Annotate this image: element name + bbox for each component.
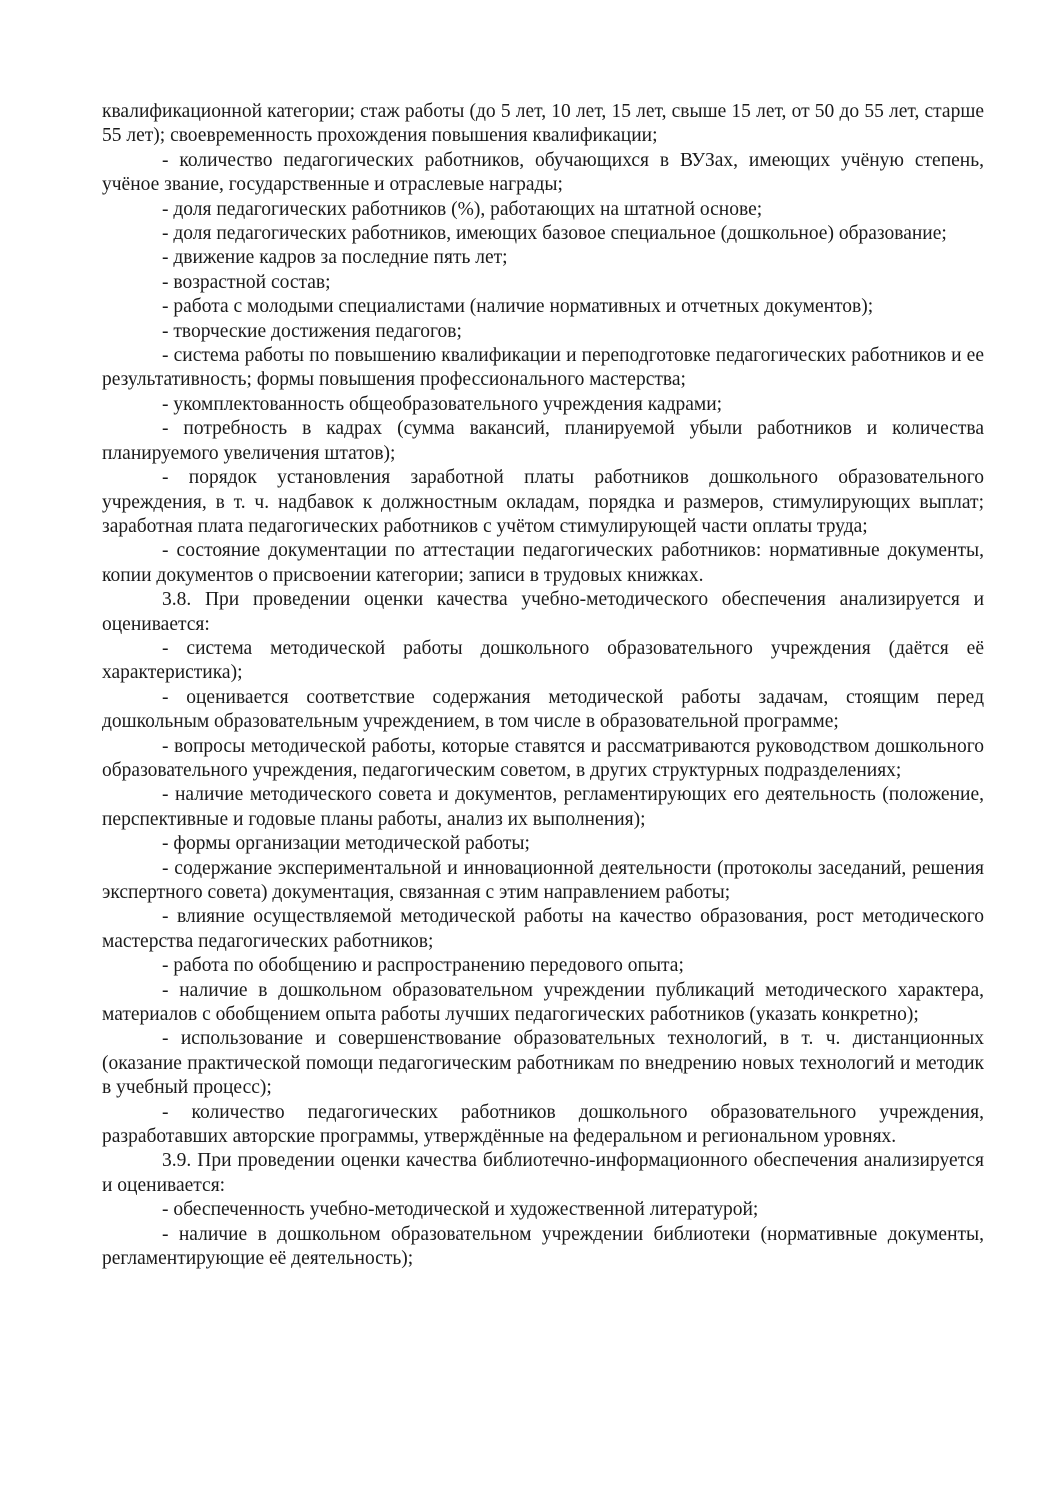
list-item-literature-provision: - обеспеченность учебно-методической и художественной литературой; — [162, 1199, 759, 1221]
list-item-staff-share: - доля педагогических работников (%), работающих на штатной основе; — [162, 198, 763, 220]
list-item-methodical-compliance: - оценивается соответствие содержания методической работы задачам, стоящим перед дошкольным образовательным учреждением, в том числе в образовательной программе; — [102, 686, 984, 733]
list-item-staff-studying: - количество педагогических работников, обучающихся в ВУЗах, имеющих учёную степень, учёное звание, государственные и отраслевые награды; — [102, 149, 984, 196]
section-3-8-heading: 3.8. При проведении оценки качества учебно-методического обеспечения анализируется и оценивается: — [102, 589, 984, 635]
list-item-methodical-council: - наличие методического совета и документов, регламентирующих его деятельность (положение, перспективные и годовые планы работы, анализ их выполнения); — [102, 784, 984, 830]
list-item-qualification-system: - система работы по повышению квалификации и переподготовке педагогических работников и ее результативность; формы повышения профессионального мастерства; — [102, 345, 984, 391]
list-item-methodical-forms: - формы организации методической работы; — [162, 833, 530, 855]
list-item-experience-sharing: - работа по обобщению и распространению передового опыта; — [162, 955, 684, 977]
list-item-methodical-system: - система методической работы дошкольного образовательного учреждения (даётся её характеристика); — [102, 637, 984, 684]
list-item-methodical-influence: - влияние осуществляемой методической работы на качество образования, рост методического мастерства педагогических работников; — [102, 906, 984, 952]
list-item-methodical-questions: - вопросы методической работы, которые ставятся и рассматриваются руководством дошкольного образовательного учреждения, педагогическим советом, в других структурных подразделениях; — [102, 735, 984, 781]
section-3-9-heading: 3.9. При проведении оценки качества библиотечно-информационного обеспечения анализируется и оценивается: — [102, 1150, 984, 1196]
list-item-technologies: - использование и совершенствование образовательных технологий, в т. ч. дистанционных (оказание практической помощи педагогическим работникам по внедрению новых технологий и методик в учебный процесс); — [102, 1028, 984, 1099]
list-item-attestation-docs: - состояние документации по аттестации педагогических работников: нормативные документы, копии документов о присвоении категории; записи в трудовых книжках. — [102, 540, 984, 586]
list-item-young-specialists: - работа с молодыми специалистами (наличие нормативных и отчетных документов); — [162, 296, 874, 318]
paragraph-staff-qualification: квалификационной категории; стаж работы (до 5 лет, 10 лет, 15 лет, свыше 15 лет, от 50 до 55 лет, старше 55 лет); своевременность прохождения повышения квалификации; — [102, 101, 984, 147]
list-item-staff-movement: - движение кадров за последние пять лет; — [162, 247, 508, 269]
list-item-staffing: - укомплектованность общеобразовательного учреждения кадрами; — [162, 393, 723, 415]
list-item-salary-procedure: - порядок установления заработной платы работников дошкольного образовательного учреждения, в т. ч. надбавок к должностным окладам, порядка и размеров, стимулирующих выплат; заработная плата педагогических работников с учётом стимулирующей части оплаты труда; — [102, 467, 984, 537]
list-item-age-composition: - возрастной состав; — [162, 271, 331, 293]
list-item-creative-achievements: - творческие достижения педагогов; — [162, 320, 462, 342]
list-item-publications: - наличие в дошкольном образовательном учреждении публикаций методического характера, материалов с обобщением опыта работы лучших педагогических работников (указать конкретно); — [102, 979, 984, 1026]
list-item-basic-education: - доля педагогических работников, имеющих базовое специальное (дошкольное) образование; — [162, 223, 947, 245]
list-item-library: - наличие в дошкольном образовательном учреждении библиотеки (нормативные документы, регламентирующие её деятельность); — [102, 1223, 984, 1270]
list-item-staff-needs: - потребность в кадрах (сумма вакансий, планируемой убыли работников и количества планируемого увеличения штатов); — [102, 418, 984, 464]
list-item-author-programs: - количество педагогических работников дошкольного образовательного учреждения, разработавших авторские программы, утверждённые на федеральном и региональном уровнях. — [102, 1101, 984, 1148]
list-item-experimental-activity: - содержание экспериментальной и инновационной деятельности (протоколы заседаний, решения экспертного совета) документация, связанная с этим направлением работы; — [102, 857, 984, 903]
document-page — [102, 100, 984, 1272]
